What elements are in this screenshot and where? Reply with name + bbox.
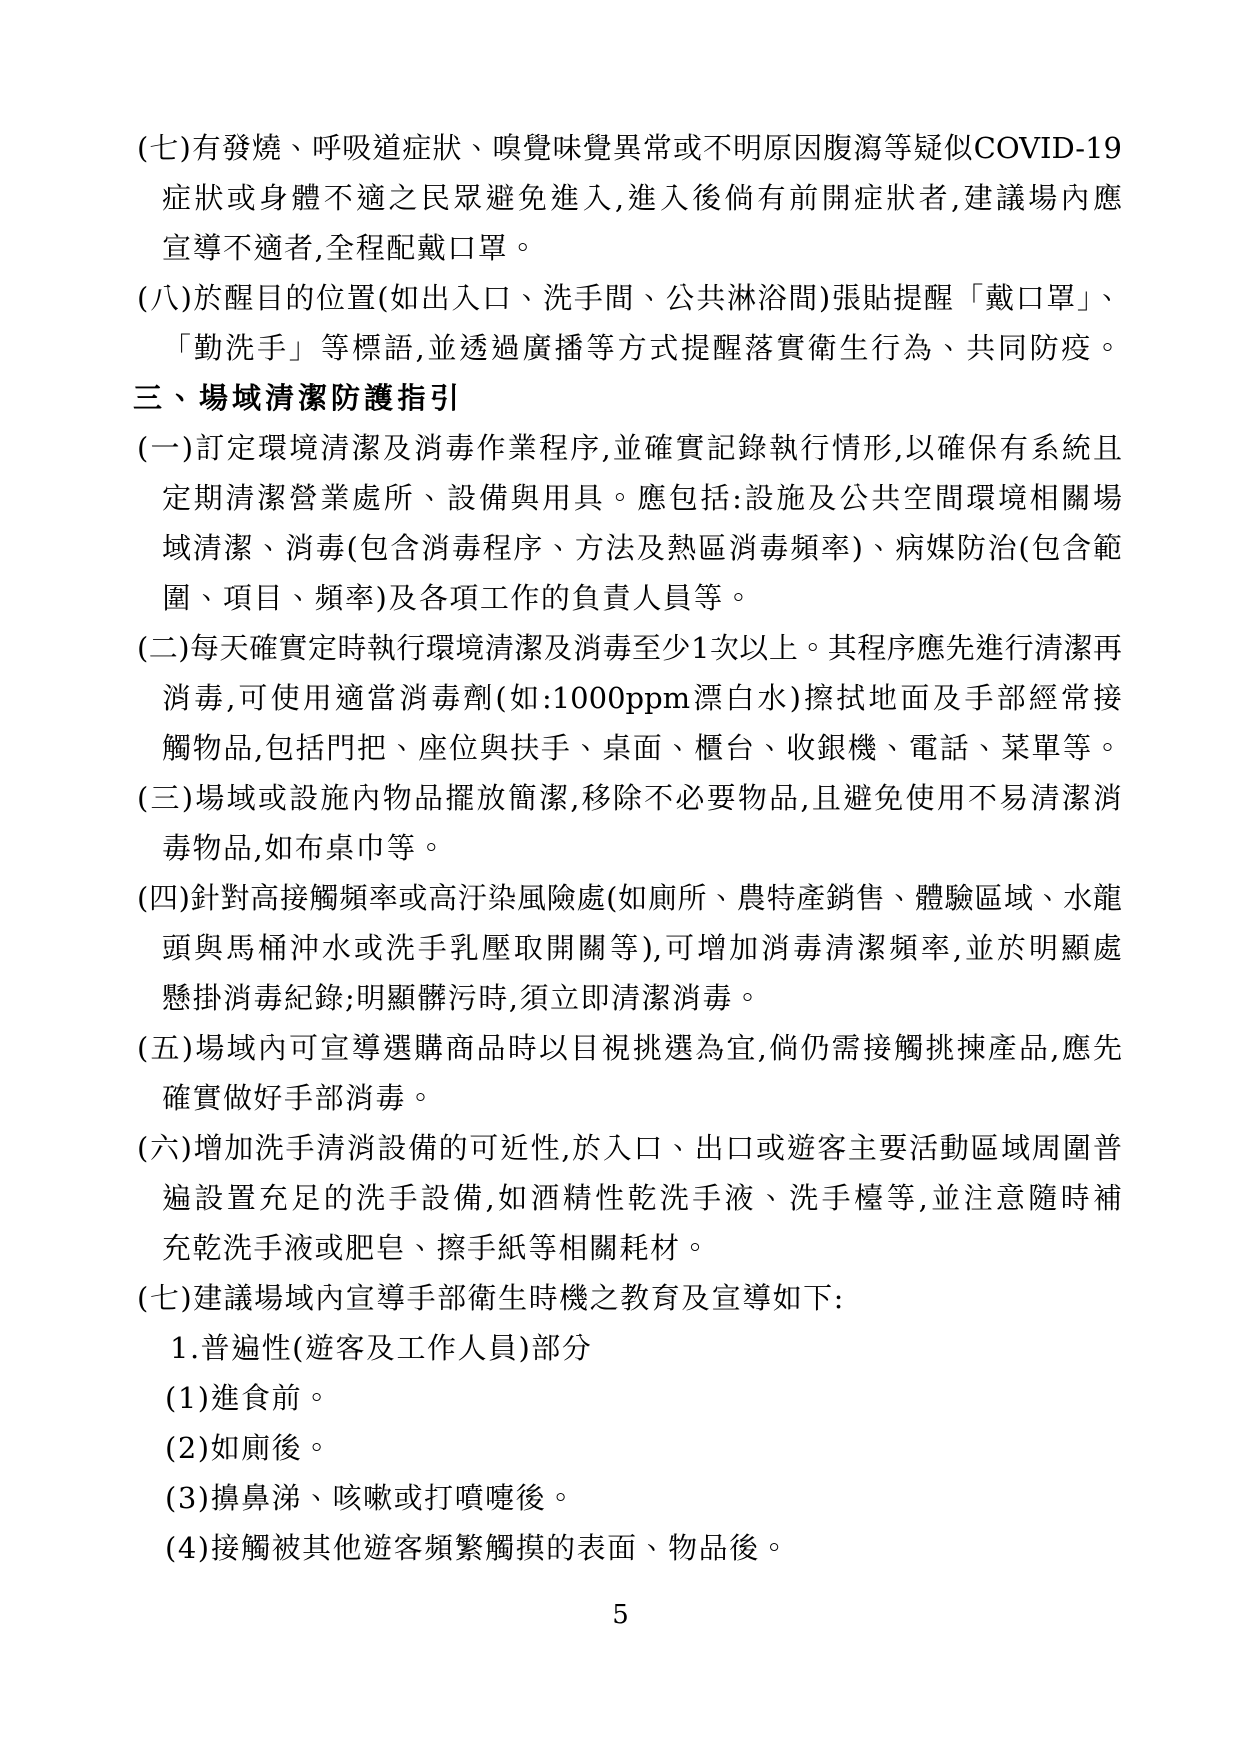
text-line: (五)場域內可宣導選購商品時以目視挑選為宜,倘仍需接觸挑揀產品,應先 xyxy=(137,1031,1122,1065)
text-line: 毒物品,如布桌巾等。 xyxy=(162,831,448,865)
text-line: (一)訂定環境清潔及消毒作業程序,並確實記錄執行情形,以確保有系統且 xyxy=(137,431,1122,465)
text-line: (二)每天確實定時執行環境清潔及消毒至少1次以上。其程序應先進行清潔再 xyxy=(137,631,1122,665)
text-line: 遍設置充足的洗手設備,如酒精性乾洗手液、洗手檯等,並注意隨時補 xyxy=(162,1181,1122,1215)
text-line: (三)場域或設施內物品擺放簡潔,移除不必要物品,且避免使用不易清潔消 xyxy=(137,781,1122,815)
text-line: 1.普遍性(遊客及工作人員)部分 xyxy=(170,1331,593,1365)
text-line: 確實做好手部消毒。 xyxy=(162,1081,437,1115)
text-line: (2)如廁後。 xyxy=(165,1431,333,1465)
text-line: (四)針對高接觸頻率或高汙染風險處(如廁所、農特產銷售、體驗區域、水龍 xyxy=(137,881,1122,915)
text-line: (3)擤鼻涕、咳嗽或打噴嚏後。 xyxy=(165,1481,577,1515)
document-body xyxy=(0,123,1241,1573)
text-line: (1)進食前。 xyxy=(165,1381,333,1415)
page-number: 5 xyxy=(612,1600,629,1630)
text-line: 充乾洗手液或肥皂、擦手紙等相關耗材。 xyxy=(162,1231,712,1265)
text-line: 三、場域清潔防護指引 xyxy=(133,381,464,415)
text-line: (六)增加洗手清消設備的可近性,於入口、出口或遊客主要活動區域周圍普 xyxy=(137,1131,1122,1165)
text-line: 頭與馬桶沖水或洗手乳壓取開關等),可增加消毒清潔頻率,並於明顯處 xyxy=(162,931,1122,965)
text-line: 域清潔、消毒(包含消毒程序、方法及熱區消毒頻率)、病媒防治(包含範 xyxy=(162,531,1122,565)
text-line: 症狀或身體不適之民眾避免進入,進入後倘有前開症狀者,建議場內應 xyxy=(162,181,1122,215)
text-line: 宣導不適者,全程配戴口罩。 xyxy=(162,231,539,265)
text-line: 消毒,可使用適當消毒劑(如:1000ppm漂白水)擦拭地面及手部經常接 xyxy=(162,681,1122,715)
text-line: 「勤洗手」等標語,並透過廣播等方式提醒落實衛生行為、共同防疫。 xyxy=(162,331,1122,365)
text-line: 懸掛消毒紀錄;明顯髒污時,須立即清潔消毒。 xyxy=(162,981,764,1015)
text-line: (4)接觸被其他遊客頻繁觸摸的表面、物品後。 xyxy=(165,1531,791,1565)
text-line: 定期清潔營業處所、設備與用具。應包括:設施及公共空間環境相關場 xyxy=(162,481,1122,515)
text-line: 觸物品,包括門把、座位與扶手、桌面、櫃台、收銀機、電話、菜單等。 xyxy=(162,731,1122,765)
text-line: (七)建議場域內宣導手部衛生時機之教育及宣導如下: xyxy=(137,1281,845,1315)
text-line: 圍、項目、頻率)及各項工作的負責人員等。 xyxy=(162,581,755,615)
text-line: (八)於醒目的位置(如出入口、洗手間、公共淋浴間)張貼提醒「戴口罩」、 xyxy=(137,281,1122,315)
text-line: (七)有發燒、呼吸道症狀、嗅覺味覺異常或不明原因腹瀉等疑似COVID-19 xyxy=(137,131,1122,165)
